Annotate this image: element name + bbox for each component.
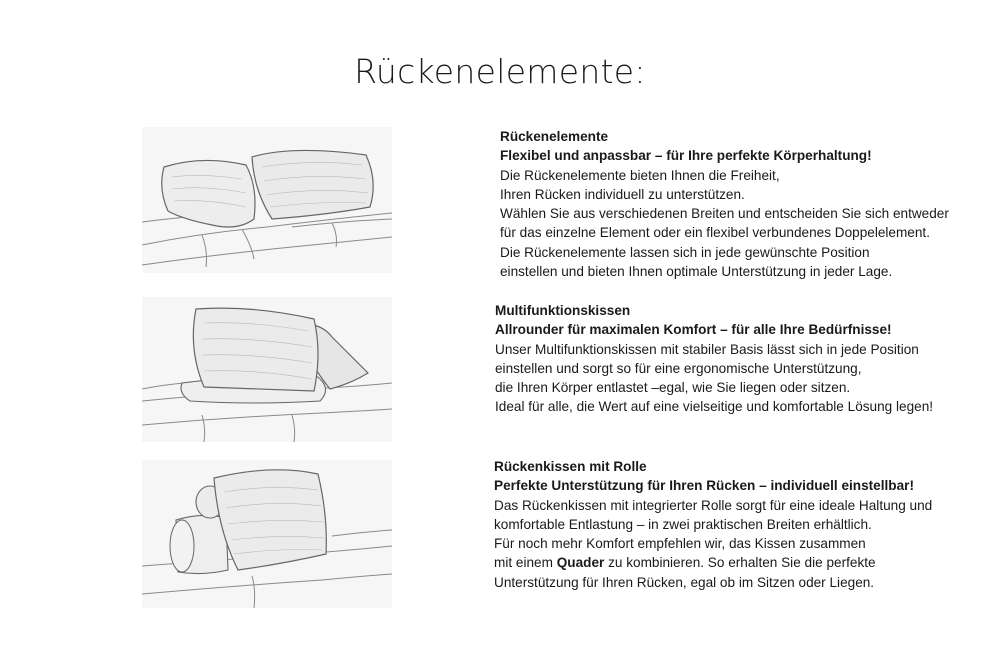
back-elements-illustration [142, 127, 392, 273]
section-back-cushion-roll [494, 457, 932, 592]
section-text-line: Wählen Sie aus verschiedenen Breiten und entscheiden Sie sich entweder [500, 206, 949, 222]
section-subheading: Perfekte Unterstützung für Ihren Rücken – individuell einstellbar! [494, 478, 914, 494]
page-title: Rückenelemente: [354, 52, 646, 91]
section-text-line: Die Rückenelemente lassen sich in jede gewünschte Position [500, 244, 870, 260]
text-fragment: mit einem [494, 555, 557, 571]
quader-emphasis: Quader [556, 555, 605, 571]
section-text-line: komfortable Entlastung – in zwei praktischen Breiten erhältlich. [494, 516, 872, 532]
section-text-line: Ihren Rücken individuell zu unterstützen. [500, 186, 745, 202]
back-cushion-roll-illustration [142, 460, 392, 608]
section-text-line: Ideal für alle, die Wert auf eine vielseitige und komfortable Lösung legen! [495, 399, 934, 415]
section-text-line: Die Rückenelemente bieten Ihnen die Freiheit, [500, 167, 780, 183]
section-back-elements [500, 127, 949, 281]
section-text-line: einstellen und bieten Ihnen optimale Unterstützung in jeder Lage. [500, 264, 893, 280]
section-heading: Rückenkissen mit Rolle [494, 459, 647, 474]
section-text-line: Unterstützung für Ihren Rücken, egal ob im Sitzen oder Liegen. [494, 574, 875, 590]
section-heading: Multifunktionskissen [495, 303, 631, 318]
multifunction-cushion-illustration [142, 297, 392, 442]
section-subheading: Allrounder für maximalen Komfort – für alle Ihre Bedürfnisse! [495, 322, 892, 338]
section-text-line: einstellen und sorgt so für eine ergonomische Unterstützung, [495, 360, 862, 376]
section-subheading: Flexibel und anpassbar – für Ihre perfekte Körperhaltung! [500, 148, 872, 164]
section-text-line: für das einzelne Element oder ein flexibel verbundenes Doppelelement. [500, 225, 930, 241]
text-fragment: zu kombinieren. So erhalten Sie die perfekte [604, 555, 876, 571]
section-heading: Rückenelemente [500, 129, 609, 144]
section-multifunction-cushion [495, 301, 933, 417]
section-text-line: Das Rückenkissen mit integrierter Rolle sorgt für eine ideale Haltung und [494, 497, 933, 513]
section-text-line: Für noch mehr Komfort empfehlen wir, das Kissen zusammen [494, 536, 866, 552]
section-text-line: die Ihren Körper entlastet –egal, wie Sie liegen oder sitzen. [495, 380, 851, 396]
section-text-line-mixed [494, 553, 932, 572]
section-text-line: Unser Multifunktionskissen mit stabiler Basis lässt sich in jede Position [495, 341, 919, 357]
